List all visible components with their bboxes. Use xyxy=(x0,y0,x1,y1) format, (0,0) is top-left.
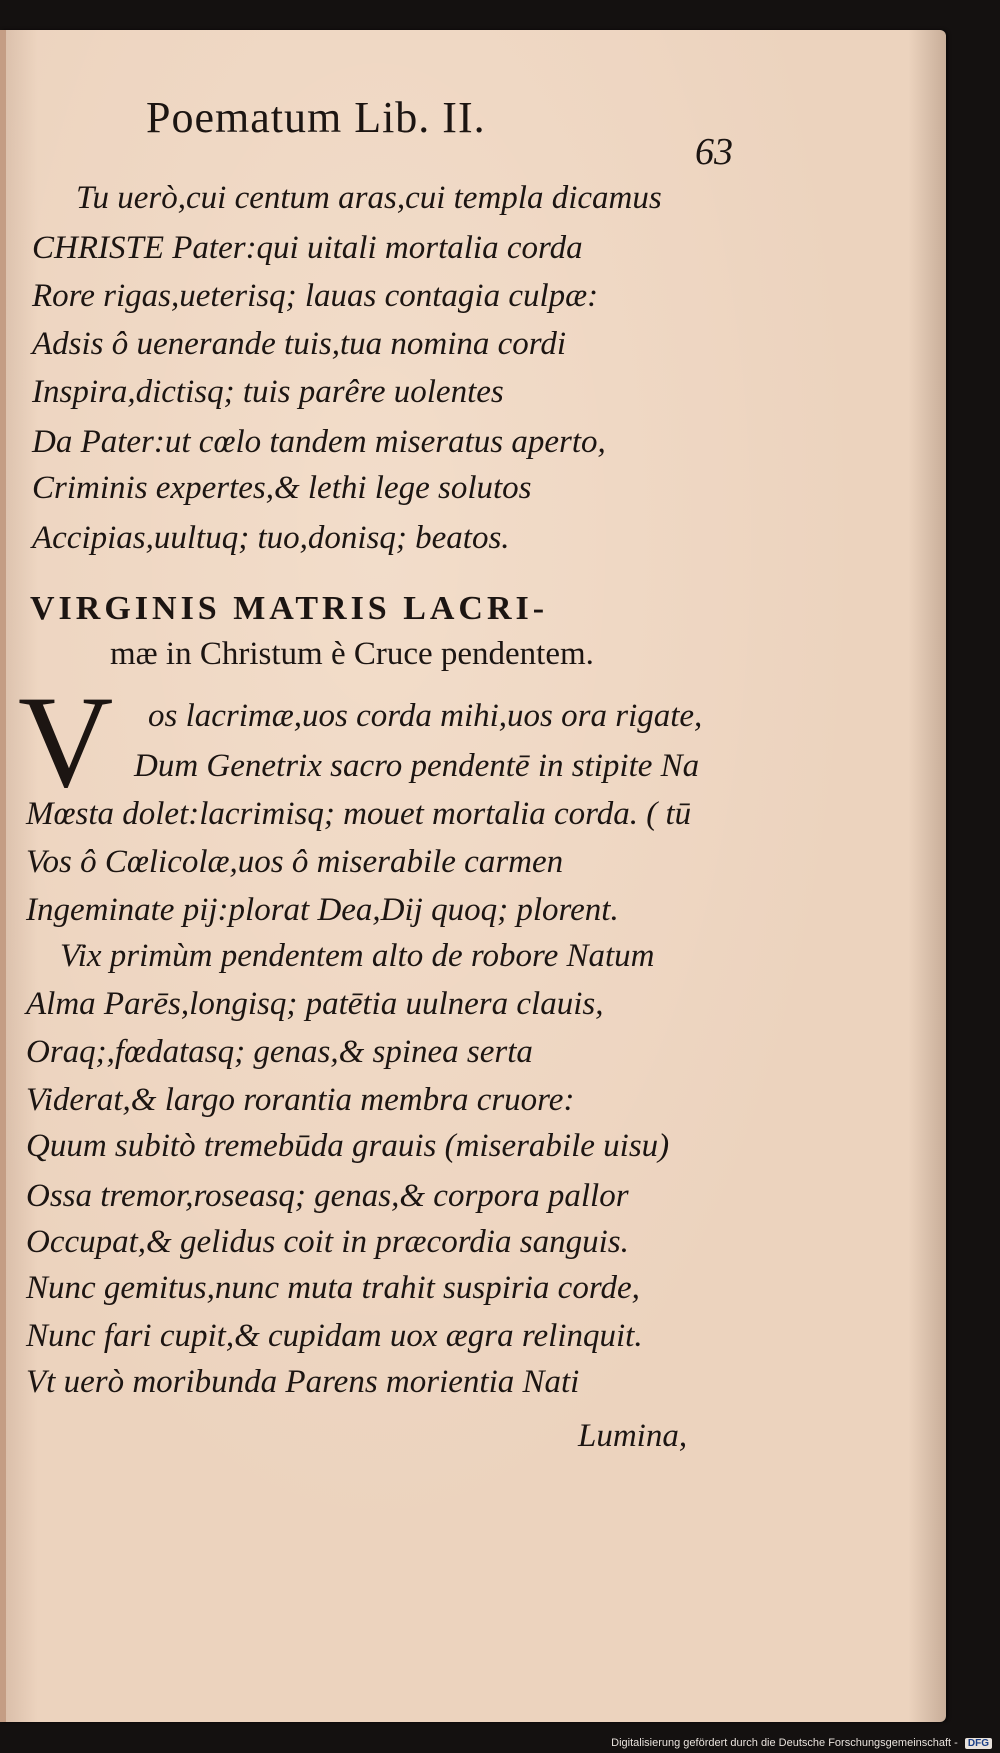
verse-line: Tu uerò,cui centum aras,cui templa dicamus xyxy=(76,180,662,216)
verse-line: Vos ô Cœlicolæ,uos ô miserabile carmen xyxy=(26,844,564,880)
verse-line: Da Pater:ut cœlo tandem miseratus aperto, xyxy=(32,424,606,460)
verse-line: Criminis expertes,& lethi lege solutos xyxy=(32,470,532,506)
page-number: 63 xyxy=(695,131,733,173)
verse-line: Nunc gemitus,nunc muta trahit suspiria corde, xyxy=(26,1270,640,1306)
verse-line: CHRISTE Pater:qui uitali mortalia corda xyxy=(32,230,583,266)
poem-title-line-2: mæ in Christum è Cruce pendentem. xyxy=(110,636,594,672)
verse-line: os lacrimæ,uos corda mihi,uos ora rigate, xyxy=(148,698,703,734)
verse-line: Quum subitò tremebūda grauis (miserabile uisu) xyxy=(26,1128,670,1164)
verse-line: Oraq;,fœdatasq; genas,& spinea serta xyxy=(26,1034,533,1070)
verse-line: Accipias,uultuq; tuo,donisq; beatos. xyxy=(32,520,510,556)
poem-title-line-1: VIRGINIS MATRIS LACRI- xyxy=(30,590,549,627)
verse-line: Dum Genetrix sacro pendentē in stipite Na xyxy=(134,748,700,784)
dfg-logo: DFG xyxy=(965,1738,992,1749)
catchword: Lumina, xyxy=(578,1418,688,1454)
verse-line: Alma Parēs,longisq; patētia uulnera clauis, xyxy=(26,986,604,1022)
verse-line: Inspira,dictisq; tuis parêre uolentes xyxy=(32,374,504,410)
verse-line: Rore rigas,ueterisq; lauas contagia culpæ: xyxy=(32,278,599,314)
verse-line: Vix primùm pendentem alto de robore Natum xyxy=(60,938,655,974)
digitization-credit xyxy=(611,1737,992,1749)
page-gutter xyxy=(0,30,6,1722)
verse-line: Viderat,& largo rorantia membra cruore: xyxy=(26,1082,575,1118)
verse-line: Vt uerò moribunda Parens morientia Nati xyxy=(26,1364,580,1400)
drop-cap: V xyxy=(18,668,114,815)
credit-text: Digitalisierung gefördert durch die Deutsche Forschungsgemeinschaft - xyxy=(611,1737,958,1749)
verse-line: Mœsta dolet:lacrimisq; mouet mortalia corda. ( tū xyxy=(26,796,692,832)
verse-line: Ingeminate pij:plorat Dea,Dij quoq; plorent. xyxy=(26,892,619,928)
verse-line: Adsis ô uenerande tuis,tua nomina cordi xyxy=(32,326,567,362)
verse-line: Nunc fari cupit,& cupidam uox ægra relinquit. xyxy=(26,1318,643,1354)
verse-line: Occupat,& gelidus coit in præcordia sanguis. xyxy=(26,1224,629,1260)
running-head: Poematum Lib. II. xyxy=(146,93,486,142)
verse-line: Ossa tremor,roseasq; genas,& corpora pallor xyxy=(26,1178,629,1214)
